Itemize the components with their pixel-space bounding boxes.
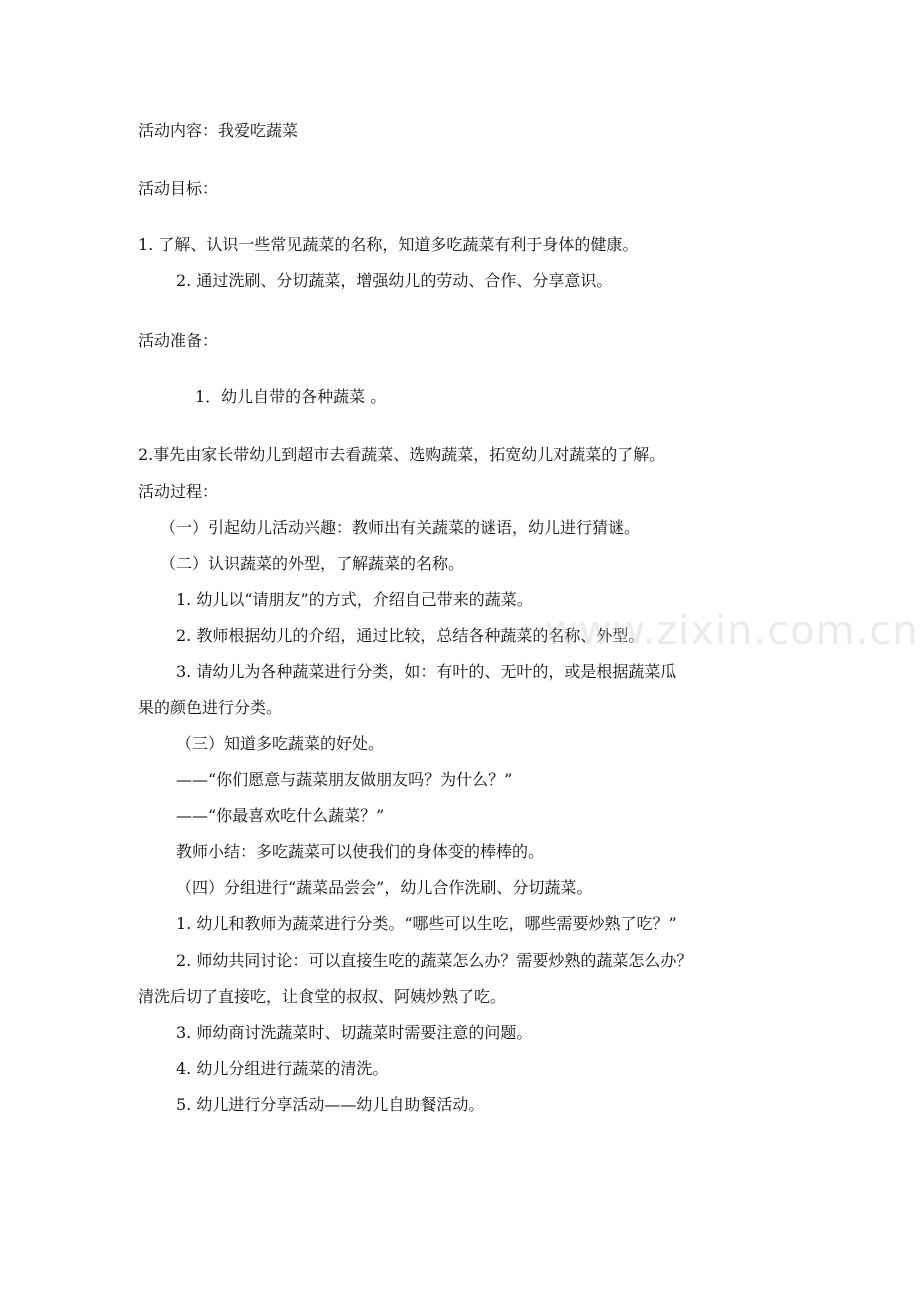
section-2-item-2: 2. 教师根据幼儿的介绍，通过比较，总结各种蔬菜的名称、外型。 xyxy=(176,626,645,645)
section-4-item-4: 4. 幼儿分组进行蔬菜的清洗。 xyxy=(176,1059,389,1078)
section-2-item-3-continued: 果的颜色进行分类。 xyxy=(138,698,283,717)
section-4-item-1: 1. 幼儿和教师为蔬菜进行分类。“哪些可以生吃，哪些需要炒熟了吃？” xyxy=(176,914,677,933)
activity-content-line: 活动内容：我爱吃蔬菜 xyxy=(138,121,299,140)
process-section-1: （一）引起幼儿活动兴趣：教师出有关蔬菜的谜语，幼儿进行猜谜。 xyxy=(160,518,641,537)
preparation-item-2: 2.事先由家长带幼儿到超市去看蔬菜、选购蔬菜，拓宽幼儿对蔬菜的了解。 xyxy=(138,445,666,464)
section-3-question-2: ——“你最喜欢吃什么蔬菜？” xyxy=(176,806,385,825)
process-section-4: （四）分组进行“蔬菜品尝会”，幼儿合作洗刷、分切蔬菜。 xyxy=(176,878,593,897)
activity-goals-heading: 活动目标： xyxy=(138,179,219,198)
process-section-2: （二）认识蔬菜的外型，了解蔬菜的名称。 xyxy=(160,554,465,573)
process-section-3: （三）知道多吃蔬菜的好处。 xyxy=(176,734,385,753)
section-4-item-3: 3. 师幼商讨洗蔬菜时、切蔬菜时需要注意的问题。 xyxy=(176,1023,533,1042)
section-4-item-2: 2. 师幼共同讨论：可以直接生吃的蔬菜怎么办？需要炒熟的蔬菜怎么办？ xyxy=(176,951,693,970)
preparation-item-1: 1．幼儿自带的各种蔬菜 。 xyxy=(195,387,387,406)
watermark-text: www.zixin.com.cn xyxy=(545,608,919,654)
activity-process-heading: 活动过程： xyxy=(138,482,219,501)
section-2-item-1: 1. 幼儿以“请朋友”的方式，介绍自己带来的蔬菜。 xyxy=(176,590,533,609)
goal-item-1: 1. 了解、认识一些常见蔬菜的名称，知道多吃蔬菜有利于身体的健康。 xyxy=(138,235,639,254)
section-4-item-2-continued: 清洗后切了直接吃，让食堂的叔叔、阿姨炒熟了吃。 xyxy=(138,987,507,1006)
section-2-item-3: 3. 请幼儿为各种蔬菜进行分类，如：有叶的、无叶的，或是根据蔬菜瓜 xyxy=(176,662,677,681)
section-3-question-1: ——“你们愿意与蔬菜朋友做朋友吗？为什么？” xyxy=(176,770,513,789)
teacher-summary: 教师小结：多吃蔬菜可以使我们的身体变的棒棒的。 xyxy=(176,842,545,861)
goal-item-2: 2. 通过洗刷、分切蔬菜，增强幼儿的劳动、合作、分享意识。 xyxy=(176,271,613,290)
activity-preparation-heading: 活动准备： xyxy=(138,331,219,350)
section-4-item-5: 5. 幼儿进行分享活动——幼儿自助餐活动。 xyxy=(176,1095,485,1114)
